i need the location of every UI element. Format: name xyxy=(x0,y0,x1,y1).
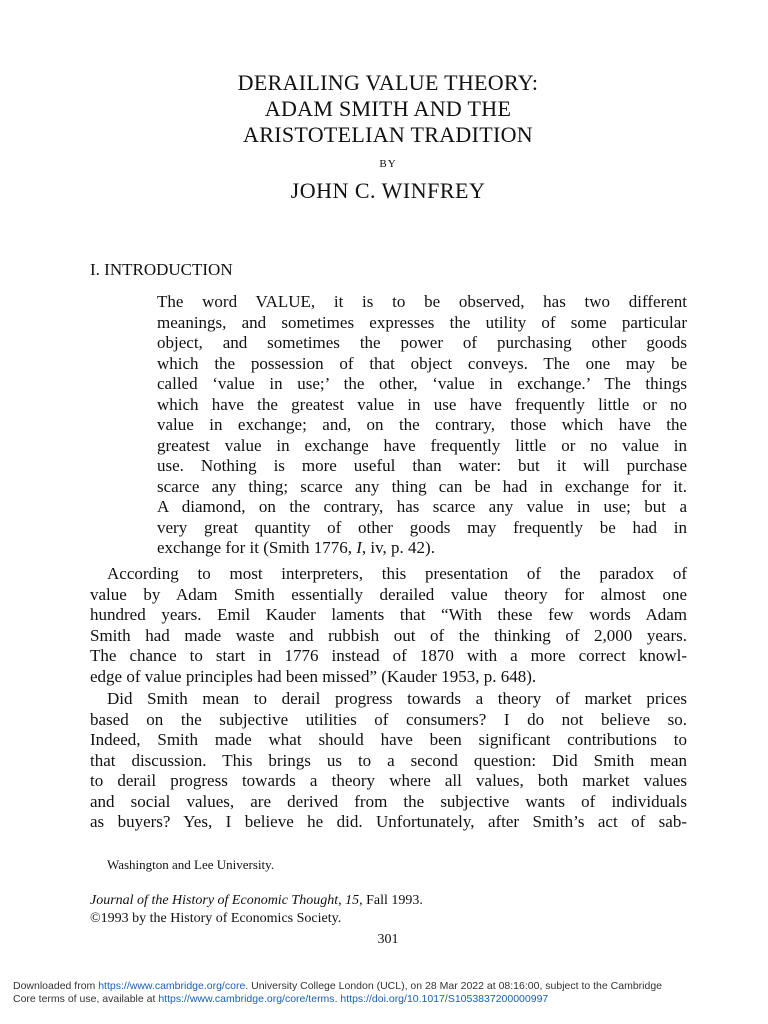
separator: . xyxy=(334,993,341,1005)
quote-line: very great quantity of other goods may frequently be had in xyxy=(157,517,687,537)
quote-line: value in exchange; and, on the contrary, those which have the xyxy=(157,415,687,434)
quote-line: greatest value in exchange have frequently little or no value in xyxy=(157,435,687,455)
quote-line: scarce any thing; scarce any thing can be had in exchange for it. xyxy=(157,476,687,496)
cambridge-core-link[interactable]: https://www.cambridge.org/core xyxy=(98,980,246,992)
quote-line: which the possession of that object conveys. The one may be xyxy=(157,353,687,373)
download-middle: . University College London (UCL), on 28 Mar 2022 at 08:16:00, subject to the Cambridge xyxy=(245,980,663,992)
paragraph-line: According to most interpreters, this presentation of the paradox of xyxy=(107,564,687,583)
paragraph-line: Did Smith mean to derail progress towards a theory of market prices xyxy=(107,689,687,708)
doi-link[interactable]: https://doi.org/10.1017/S1053837200000997 xyxy=(340,993,549,1005)
article-title xyxy=(0,70,768,148)
paragraph-line: value by Adam Smith essentially derailed value theory for almost one xyxy=(90,584,687,604)
paragraph-line: and social values, are derived from the subjective wants of individuals xyxy=(90,791,687,811)
journal-name: Journal of the History of Economic Thought, xyxy=(90,893,342,908)
paragraph-line: based on the subjective utilities of consumers? I do not believe so. xyxy=(90,709,687,729)
paragraph-line: The chance to start in 1776 instead of 1870 with a more correct knowl- xyxy=(90,646,687,665)
journal-issue: Fall 1993. xyxy=(366,893,423,908)
quote-line: which have the greatest value in use have frequently little or no xyxy=(157,394,687,414)
download-notice xyxy=(13,980,758,1006)
page-number: 301 xyxy=(377,932,399,947)
quote-italic-volume: I xyxy=(356,538,362,557)
title-line: ADAM SMITH AND THE xyxy=(264,96,512,121)
author-affiliation: Washington and Lee University. xyxy=(107,857,275,872)
terms-link[interactable]: https://www.cambridge.org/core/terms xyxy=(158,993,335,1005)
author-name: JOHN C. WINFREY xyxy=(290,178,486,203)
quote-line: called ‘value in use;’ the other, ‘value in exchange.’ The things xyxy=(157,374,687,393)
quote-text: , iv, p. 42). xyxy=(361,538,435,557)
paragraph-line: that discussion. This brings us to a second question: Did Smith mean xyxy=(90,750,687,770)
paragraph-line: Smith had made waste and rubbish out of the thinking of 2,000 years. xyxy=(90,625,687,645)
quote-last-line xyxy=(157,538,687,559)
title-line: DERAILING VALUE THEORY: xyxy=(237,70,539,95)
quote-line: meanings, and sometimes expresses the utility of some particular xyxy=(157,312,687,332)
journal-citation xyxy=(90,892,423,928)
paragraph-line: as buyers? Yes, I believe he did. Unfortunately, after Smith’s act of sab- xyxy=(90,812,687,831)
byline-label: BY xyxy=(379,158,397,170)
quote-line: A diamond, on the contrary, has scarce any value in use; but a xyxy=(157,497,687,516)
download-prefix: Downloaded from xyxy=(13,980,99,992)
paragraph-1 xyxy=(90,564,687,687)
quote-line: object, and sometimes the power of purchasing other goods xyxy=(157,333,687,352)
block-quote xyxy=(157,292,687,559)
paragraph-line: to derail progress towards a theory where all values, both market values xyxy=(90,771,687,790)
journal-line xyxy=(90,892,423,910)
quote-line: The word VALUE, it is to be observed, has two different xyxy=(157,292,687,311)
paragraph-line: Indeed, Smith made what should have been significant contributions to xyxy=(90,730,687,749)
journal-volume: 15, xyxy=(345,893,363,908)
paragraph-2 xyxy=(90,689,687,833)
paragraph-line: hundred years. Emil Kauder laments that “With these few words Adam xyxy=(90,605,687,624)
terms-prefix: Core terms of use, available at xyxy=(13,993,159,1005)
title-line: ARISTOTELIAN TRADITION xyxy=(243,122,533,147)
paragraph-line: edge of value principles had been missed” (Kauder 1953, p. 648). xyxy=(90,666,537,686)
copyright-line: ©1993 by the History of Economics Society. xyxy=(90,911,342,926)
section-heading: I. INTRODUCTION xyxy=(90,260,233,279)
quote-line: use. Nothing is more useful than water: but it will purchase xyxy=(157,456,687,475)
quote-text: exchange for it (Smith 1776, xyxy=(157,538,357,557)
